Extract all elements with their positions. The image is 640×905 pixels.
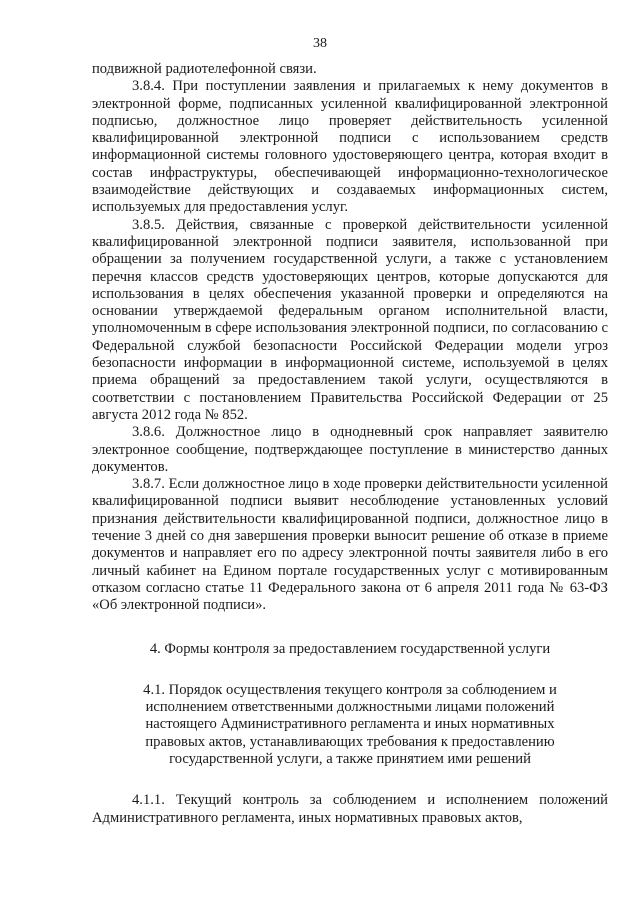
section-heading-4: 4. Формы контроля за предоставлением государственной услуги [149, 640, 551, 657]
page-number: 38 [313, 36, 327, 51]
subsection-heading-4-1: 4.1. Порядок осуществления текущего контроля за соблюдением и исполнением ответственными должностными лицами положений настоящего Административного регламента и иных нормативных правовых актов, устанавливающих требования к предоставлению государственной услуги, а также принятием ими решений [143, 681, 557, 767]
paragraph-3-8-7: 3.8.7. Если должностное лицо в ходе проверки действительности усиленной квалифицированной подписи выявит несоблюдение установленных условий признания действительности квалифицированной подписи, должностное лицо в течение 3 дней со дня завершения проверки выносит решение об отказе в приеме документов и направляет его по адресу электронной почты заявителя либо в его личный кабинет на Едином портале государственных услуг с мотивированным отказом согласно статье 11 Федерального закона от 6 апреля 2011 года № 63-ФЗ «Об электронной подписи». [92, 476, 608, 614]
paragraph-continuation: подвижной радиотелефонной связи. [92, 61, 317, 77]
document-body [92, 61, 608, 827]
paragraph-3-8-6: 3.8.6. Должностное лицо в однодневный срок направляет заявителю электронное сообщение, подтверждающее поступление в министерство данных документов. [92, 424, 608, 475]
paragraph-3-8-4: 3.8.4. При поступлении заявления и прилагаемых к нему документов в электронной форме, подписанных усиленной квалифицированной электронной подписью, должностное лицо проверяет действительность усиленной квалифицированной электронной подписи с использованием средств информационной системы головного удостоверяющего центра, которая входит в состав инфраструктуры, обеспечивающей информационно-технологическое взаимодействие действующих и создаваемых информационных систем, используемых для предоставления услуг. [92, 78, 608, 216]
paragraph-3-8-5: 3.8.5. Действия, связанные с проверкой действительности усиленной квалифицированной электронной подписи заявителя, использованной при обращении за получением государственной услуги, а также с установлением перечня классов средств удостоверяющих центров, которые допускаются для использования в целях обеспечения указанной проверки и определяются на основании утверждаемой федеральным органом исполнительной власти, уполномоченным в сфере использования электронной подписи, по согласованию с Федеральной службой безопасности Российской Федерации модели угроз безопасности информации в информационной системе, используемой в целях приема обращений за предоставлением такой услуги, осуществляются в соответствии с постановлением Правительства Российской Федерации от 25 августа 2012 года № 852. [92, 216, 608, 423]
paragraph-4-1-1: 4.1.1. Текущий контроль за соблюдением и исполнением положений Административного регламента, иных нормативных правовых актов, [92, 792, 608, 826]
